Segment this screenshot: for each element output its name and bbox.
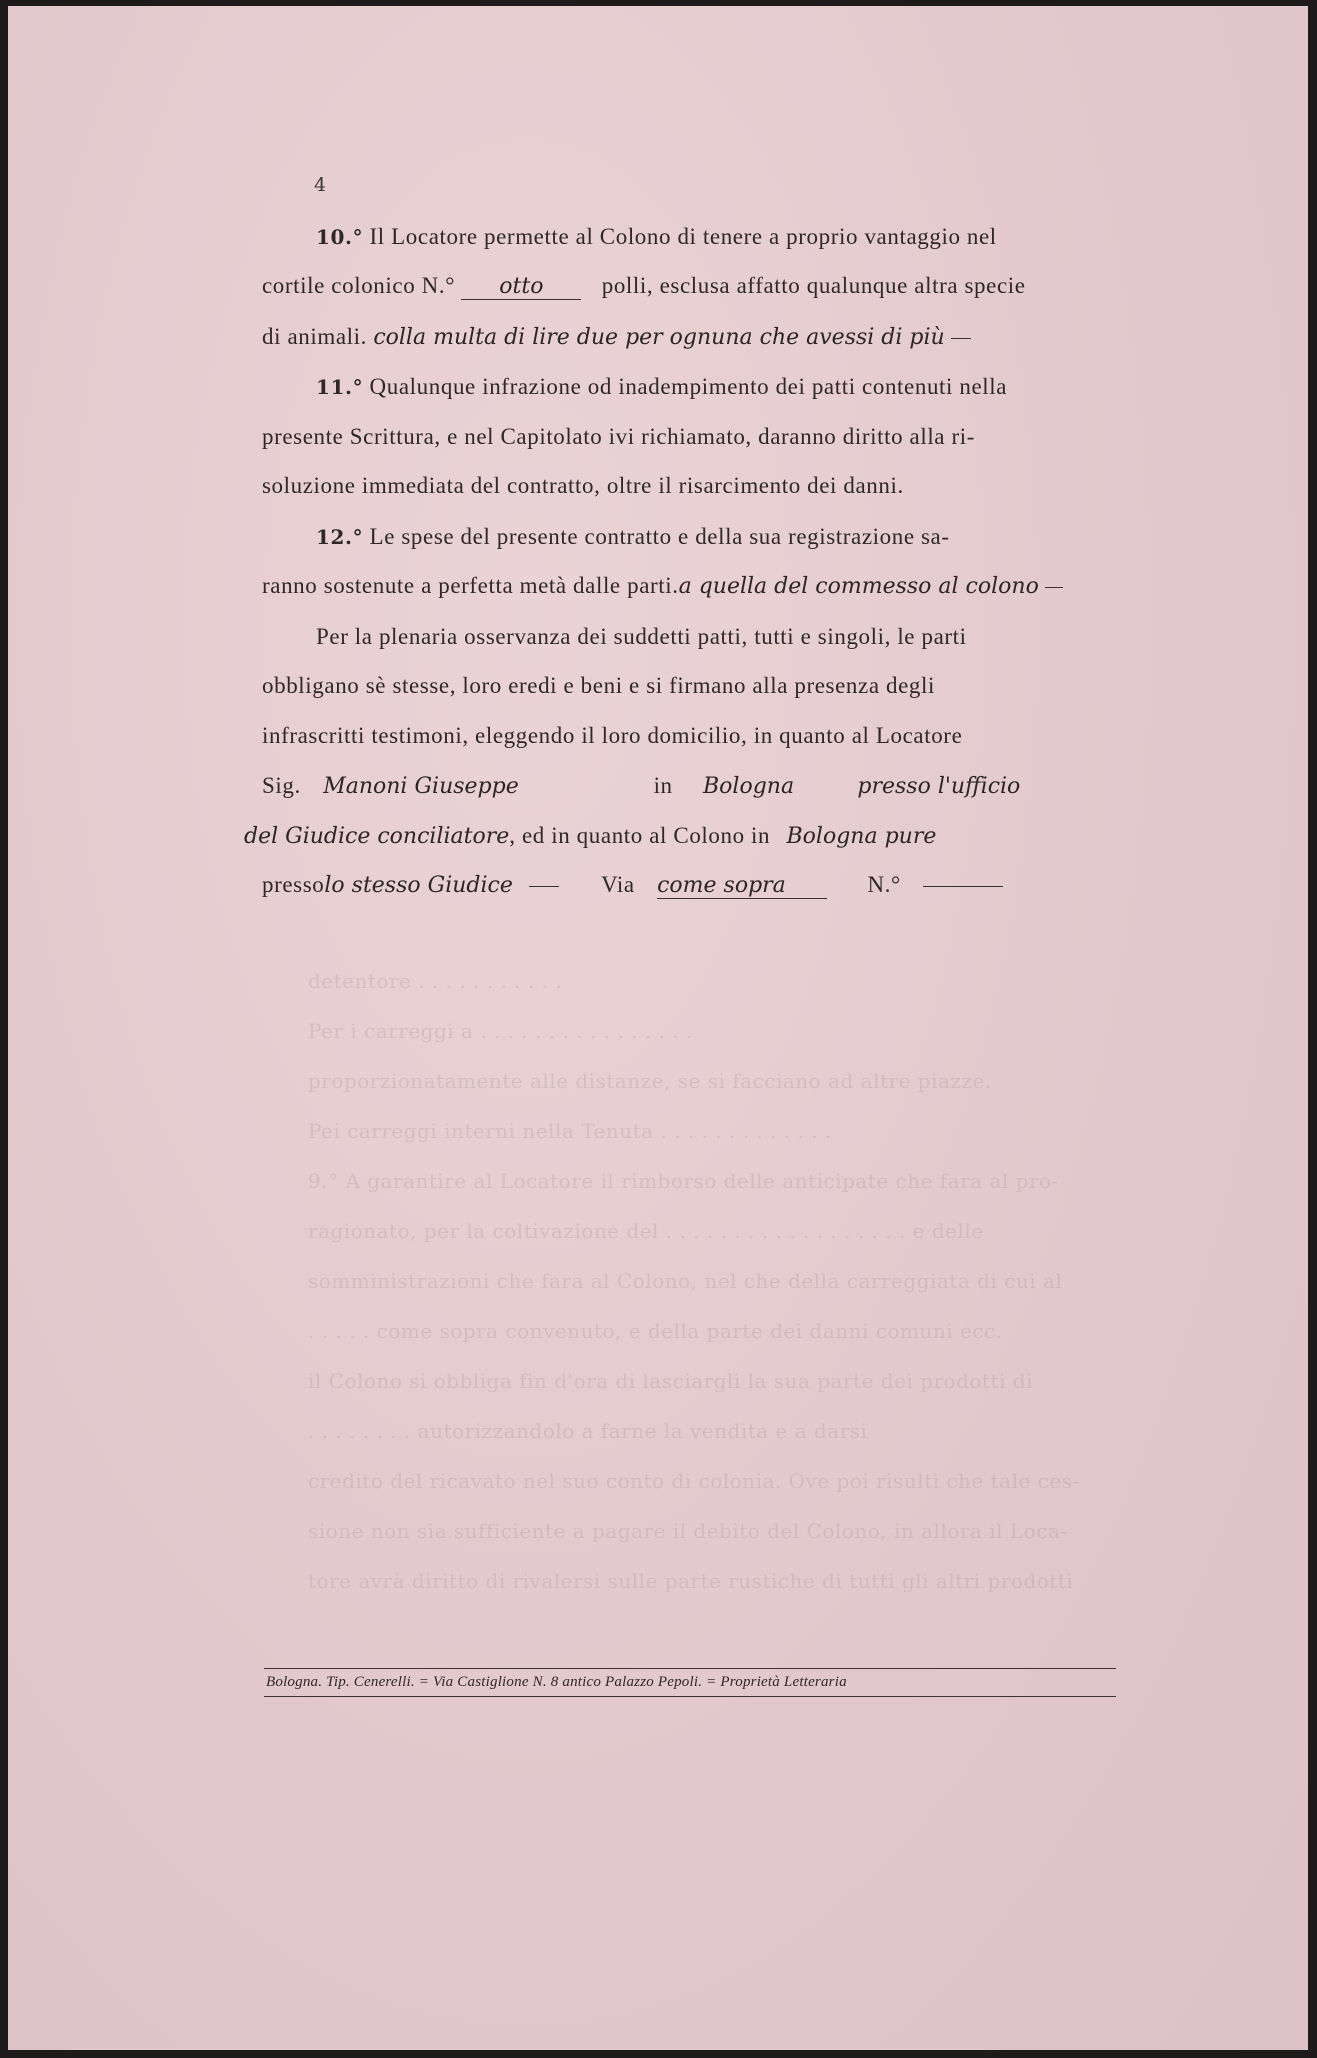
printed-text: in: [653, 773, 673, 798]
show-through-text: [308, 956, 1168, 1676]
printer-imprint: Bologna. Tip. Cenerelli. = Via Castiglione N. 8 antico Palazzo Pepoli. = Proprietà Letteraria: [266, 1674, 847, 1690]
handwritten-locatore-name: Manoni Giuseppe: [323, 774, 519, 799]
printed-text: , ed in quanto al Colono in: [509, 823, 771, 848]
handwritten-entry: lo stesso Giudice: [324, 873, 513, 898]
ghost-line: 9.° A garantire al Locatore il rimborso delle anticipate che fara al pro-: [308, 1169, 1059, 1193]
blank-number-line: [923, 886, 1003, 887]
closing-line-3: [262, 723, 1132, 749]
handwritten-entry: otto: [461, 274, 581, 300]
clause-11-line-3: [262, 473, 1132, 499]
locatore-line: [262, 773, 1132, 799]
printed-text: Sig.: [262, 773, 301, 798]
ghost-line: tore avrà diritto di rivalersi sulle parte rustiche di tutti gli altri prodotti: [308, 1569, 1074, 1593]
clause-10-line-2: [262, 273, 1132, 300]
printed-text: presente Scrittura, e nel Capitolato ivi richiamato, daranno diritto alla ri-: [262, 424, 975, 449]
printed-text: Per la plenaria osservanza dei suddetti patti, tutti e singoli, le parti: [316, 624, 967, 649]
handwritten-entry: colla multa di lire due per ognuna che avessi di più: [373, 325, 945, 350]
colono-line: [244, 823, 1114, 849]
printed-text: polli, esclusa affatto qualunque altra specie: [601, 273, 1026, 298]
printed-text: obbligano sè stesse, loro eredi e beni e si firmano alla presenza degli: [262, 673, 935, 698]
handwritten-entry: presso l'ufficio: [857, 774, 1021, 799]
ghost-line: sione non sia sufficiente a pagare il debito del Colono, in allora il Loca-: [308, 1519, 1068, 1543]
clause-number: 12.°: [316, 525, 364, 549]
handwritten-city: Bologna: [703, 774, 795, 799]
closing-line-1: [316, 624, 1186, 650]
clause-text: Qualunque infrazione od inadempimento dei patti contenuti nella: [363, 374, 1008, 399]
clause-12-line-1: [316, 524, 1186, 550]
clause-number: 11.°: [316, 375, 364, 399]
document-page: [8, 6, 1308, 2050]
handwritten-street: come sopra: [657, 873, 827, 899]
printed-text: infrascritti testimoni, eleggendo il loro domicilio, in quanto al Locatore: [262, 723, 963, 748]
ghost-line: . . . . . come sopra convenuto, e della parte dei danni comuni ecc.: [308, 1319, 1003, 1343]
clause-number: 10.°: [316, 225, 364, 249]
handwritten-entry: a quella del commesso al colono: [678, 574, 1039, 599]
ghost-line: somministrazioni che fara al Colono, nel che della carreggiata di cui al: [308, 1269, 1063, 1293]
ghost-line: Per i carreggi a . . . . . . . . . . . . . . . .: [308, 1019, 693, 1043]
presso-line: [262, 872, 1132, 899]
clause-10-line-3: [262, 324, 1132, 350]
handwritten-dash: [1045, 587, 1063, 588]
page-number: 4: [314, 174, 327, 196]
ghost-line: proporzionatamente alle distanze, se si facciano ad altre piazze.: [308, 1069, 992, 1093]
printed-text: cortile colonico N.°: [262, 273, 456, 298]
handwritten-dash: [529, 886, 559, 887]
clause-12-line-2: [262, 573, 1132, 599]
footer-rule: [264, 1668, 1116, 1669]
ghost-line: detentore . . . . . . . . . . .: [308, 969, 563, 993]
handwritten-dash: [951, 338, 971, 339]
clause-11-line-1: [316, 374, 1186, 400]
clause-11-line-2: [262, 424, 1132, 450]
printed-text: ranno sostenute a perfetta metà dalle parti.: [262, 573, 679, 598]
ghost-line: ragionato, per la coltivazione del . . . . . . . . . . . . . . . . . . e delle: [308, 1219, 984, 1243]
ghost-line: Pei carreggi interni nella Tenuta . . . . . . . . . . . . .: [308, 1119, 832, 1143]
ghost-line: . . . . . . . . autorizzandolo a farne la vendita e a darsi: [308, 1419, 868, 1443]
clause-text: Le spese del presente contratto e della sua registrazione sa-: [363, 524, 950, 549]
closing-line-2: [262, 673, 1132, 699]
printed-text: Via: [601, 872, 635, 897]
printed-text: N.°: [867, 872, 901, 897]
clause-10-line-1: [316, 224, 1186, 250]
handwritten-city: Bologna pure: [786, 824, 937, 849]
ghost-line: il Colono si obbliga fin d'ora di lasciargli la sua parte dei prodotti di: [308, 1369, 1033, 1393]
footer-rule: [264, 1696, 1116, 1697]
clause-text: Il Locatore permette al Colono di tenere a proprio vantaggio nel: [363, 224, 997, 249]
handwritten-entry: del Giudice conciliatore: [244, 824, 510, 849]
ghost-line: credito del ricavato nel suo conto di colonia. Ove poi risulti che tale ces-: [308, 1469, 1080, 1493]
printed-text: soluzione immediata del contratto, oltre il risarcimento dei danni.: [262, 473, 904, 498]
printed-text: presso: [262, 872, 325, 897]
printed-text: di animali.: [262, 324, 367, 349]
